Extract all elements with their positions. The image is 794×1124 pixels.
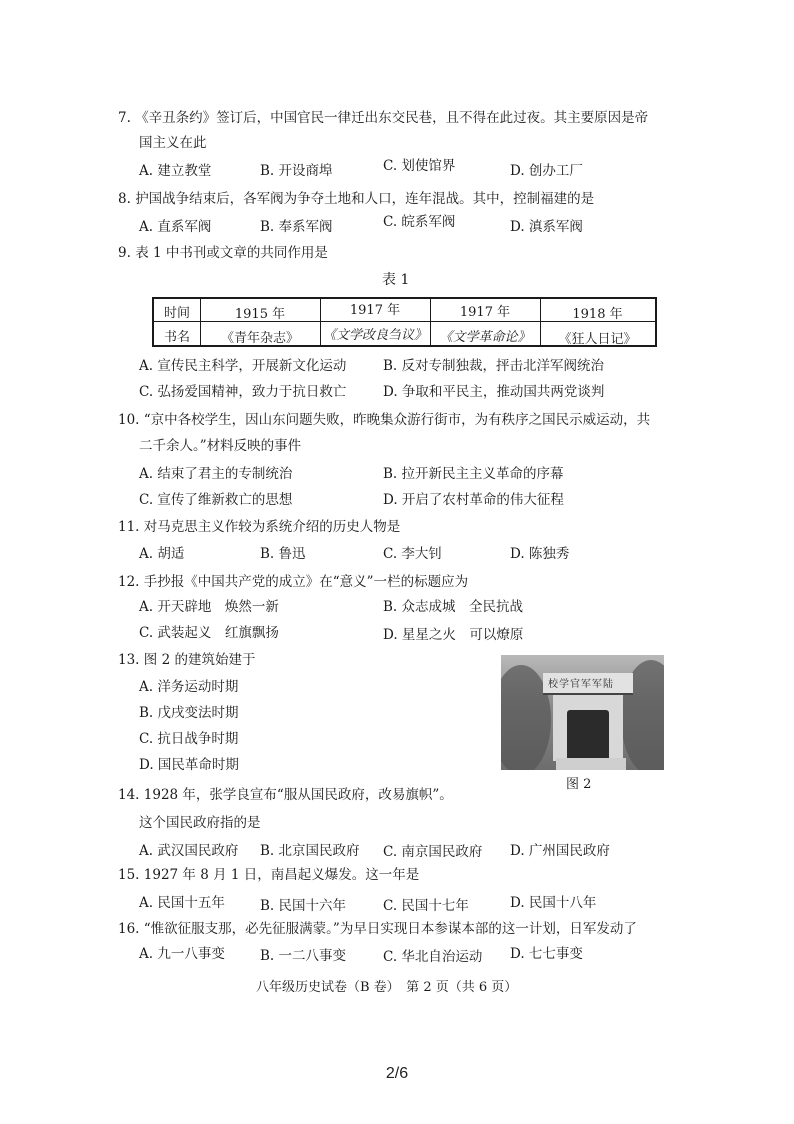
q7-option-b[interactable]: B. 开设商埠 bbox=[260, 163, 333, 179]
q8-option-c[interactable]: C. 皖系军阀 bbox=[383, 214, 456, 230]
question-14 bbox=[118, 786, 453, 804]
question-number: 14. bbox=[118, 787, 140, 803]
q10-option-c[interactable]: C. 宣传了维新救亡的思想 bbox=[139, 492, 293, 508]
table-1 bbox=[152, 297, 657, 347]
q14-option-c[interactable]: C. 南京国民政府 bbox=[383, 844, 483, 860]
table-cell: 1915 年 bbox=[234, 307, 286, 322]
q15-option-c[interactable]: C. 民国十七年 bbox=[383, 898, 469, 914]
q7-option-a[interactable]: A. 建立教堂 bbox=[139, 163, 212, 179]
q12-option-b[interactable]: B. 众志成城 全民抗战 bbox=[383, 599, 524, 615]
table-cell: 1917 年 bbox=[349, 303, 401, 318]
question-10-continued: 二千余人。”材料反映的事件 bbox=[139, 438, 302, 454]
question-10 bbox=[118, 411, 650, 429]
q11-option-c[interactable]: C. 李大钊 bbox=[383, 546, 442, 562]
question-number: 8. bbox=[118, 191, 131, 207]
question-number: 12. bbox=[118, 574, 140, 590]
table-title: 表 1 bbox=[382, 272, 410, 288]
question-text: 表 1 中书刊或文章的共同作用是 bbox=[135, 245, 328, 261]
question-text: 1927 年 8 月 1 日，南昌起义爆发。这一年是 bbox=[143, 867, 420, 883]
q7-option-d[interactable]: D. 创办工厂 bbox=[510, 163, 583, 179]
q11-option-b[interactable]: B. 鲁迅 bbox=[260, 546, 306, 562]
q12-option-a[interactable]: A. 开天辟地 焕然一新 bbox=[139, 599, 279, 615]
q9-option-d[interactable]: D. 争取和平民主，推动国共两党谈判 bbox=[383, 384, 605, 400]
q12-option-c[interactable]: C. 武装起义 红旗飘扬 bbox=[139, 625, 279, 641]
question-13 bbox=[118, 651, 255, 669]
q13-option-a[interactable]: A. 洋务运动时期 bbox=[139, 679, 239, 695]
table-cell: 1917 年 bbox=[459, 305, 511, 320]
question-text: 对马克思主义作较为系统介绍的历史人物是 bbox=[143, 519, 401, 535]
figure-caption: 图 2 bbox=[566, 777, 592, 792]
q11-option-a[interactable]: A. 胡适 bbox=[139, 546, 185, 562]
question-text: “惟欲征服支那，必先征服满蒙。”为早日实现日本参谋本部的这一计划，日军发动了 bbox=[143, 921, 637, 937]
question-text: 1928 年，张学良宣布“服从国民政府，改易旗帜”。 bbox=[143, 787, 453, 803]
question-number: 9. bbox=[118, 245, 131, 261]
question-12 bbox=[118, 573, 468, 591]
table-cell: 书名 bbox=[163, 330, 190, 345]
q14-option-a[interactable]: A. 武汉国民政府 bbox=[139, 843, 239, 859]
question-number: 15. bbox=[118, 867, 140, 883]
q10-option-a[interactable]: A. 结束了君主的专制统治 bbox=[139, 466, 293, 482]
q8-option-b[interactable]: B. 奉系军阀 bbox=[260, 219, 333, 235]
figure-2-photo bbox=[501, 655, 664, 770]
q11-option-d[interactable]: D. 陈独秀 bbox=[510, 546, 570, 562]
q15-option-d[interactable]: D. 民国十八年 bbox=[510, 895, 597, 911]
question-number: 16. bbox=[118, 921, 140, 937]
q9-option-a[interactable]: A. 宣传民主科学，开展新文化运动 bbox=[139, 358, 347, 374]
question-9 bbox=[118, 244, 328, 262]
question-text: 《辛丑条约》签订后，中国官民一律迁出东交民巷，且不得在此过夜。其主要原因是帝 bbox=[135, 110, 649, 126]
q16-option-b[interactable]: B. 一二八事变 bbox=[260, 948, 347, 964]
q16-option-d[interactable]: D. 七七事变 bbox=[510, 946, 583, 962]
table-cell: 1918 年 bbox=[572, 307, 623, 322]
q14-option-d[interactable]: D. 广州国民政府 bbox=[510, 843, 610, 859]
q10-option-b[interactable]: B. 拉开新民主主义革命的序幕 bbox=[383, 466, 564, 482]
q16-option-a[interactable]: A. 九一八事变 bbox=[139, 946, 225, 962]
question-number: 7. bbox=[118, 110, 131, 126]
question-16 bbox=[118, 920, 637, 938]
question-14-continued: 这个国民政府指的是 bbox=[139, 815, 261, 831]
question-text: 图 2 的建筑始建于 bbox=[143, 652, 256, 668]
q13-option-d[interactable]: D. 国民革命时期 bbox=[139, 757, 239, 773]
q8-option-a[interactable]: A. 直系军阀 bbox=[139, 219, 212, 235]
question-15 bbox=[118, 866, 419, 884]
q9-option-b[interactable]: B. 反对专制独裁，抨击北洋军阀统治 bbox=[383, 358, 605, 374]
table-cell: 《文学改良刍议》 bbox=[322, 328, 427, 343]
q13-option-b[interactable]: B. 戊戌变法时期 bbox=[139, 705, 239, 721]
question-number: 11. bbox=[118, 519, 140, 535]
q9-option-c[interactable]: C. 弘扬爱国精神，致力于抗日救亡 bbox=[139, 384, 347, 400]
q16-option-c[interactable]: C. 华北自治运动 bbox=[383, 949, 483, 965]
question-8 bbox=[118, 190, 594, 208]
question-number: 13. bbox=[118, 652, 140, 668]
q8-option-d[interactable]: D. 滇系军阀 bbox=[510, 219, 583, 235]
q12-option-d[interactable]: D. 星星之火 可以燎原 bbox=[383, 627, 524, 643]
page-indicator: 2/6 bbox=[385, 1065, 409, 1082]
gate-path bbox=[556, 758, 626, 770]
question-text: 手抄报《中国共产党的成立》在“意义”一栏的标题应为 bbox=[143, 574, 469, 590]
table-cell: 《文学革命论》 bbox=[439, 330, 531, 345]
gate-plaque: 校学官军军陆 bbox=[548, 679, 614, 690]
q14-option-b[interactable]: B. 北京国民政府 bbox=[260, 843, 360, 859]
q13-option-c[interactable]: C. 抗日战争时期 bbox=[139, 731, 239, 747]
exam-footer: 八年级历史试卷（B 卷） 第 2 页（共 6 页） bbox=[256, 980, 518, 995]
gate-door bbox=[567, 710, 609, 760]
question-7 bbox=[118, 109, 648, 127]
q15-option-a[interactable]: A. 民国十五年 bbox=[139, 895, 225, 911]
q15-option-b[interactable]: B. 民国十六年 bbox=[260, 898, 347, 914]
question-text: 护国战争结束后，各军阀为争夺土地和人口，连年混战。其中，控制福建的是 bbox=[135, 191, 595, 207]
q10-option-d[interactable]: D. 开启了农村革命的伟大征程 bbox=[383, 492, 564, 508]
question-number: 10. bbox=[118, 412, 140, 428]
table-cell: 时间 bbox=[163, 306, 190, 321]
question-7-continued: 国主义在此 bbox=[139, 135, 207, 151]
question-11 bbox=[118, 518, 400, 536]
table-cell: 《青年杂志》 bbox=[220, 331, 299, 346]
table-cell: 《狂人日记》 bbox=[558, 332, 637, 347]
question-text: “京中各校学生，因山东问题失败，昨晚集众游行街市，为有秩序之国民示威运动，共 bbox=[143, 412, 651, 428]
q7-option-c[interactable]: C. 划使馆界 bbox=[383, 158, 456, 174]
